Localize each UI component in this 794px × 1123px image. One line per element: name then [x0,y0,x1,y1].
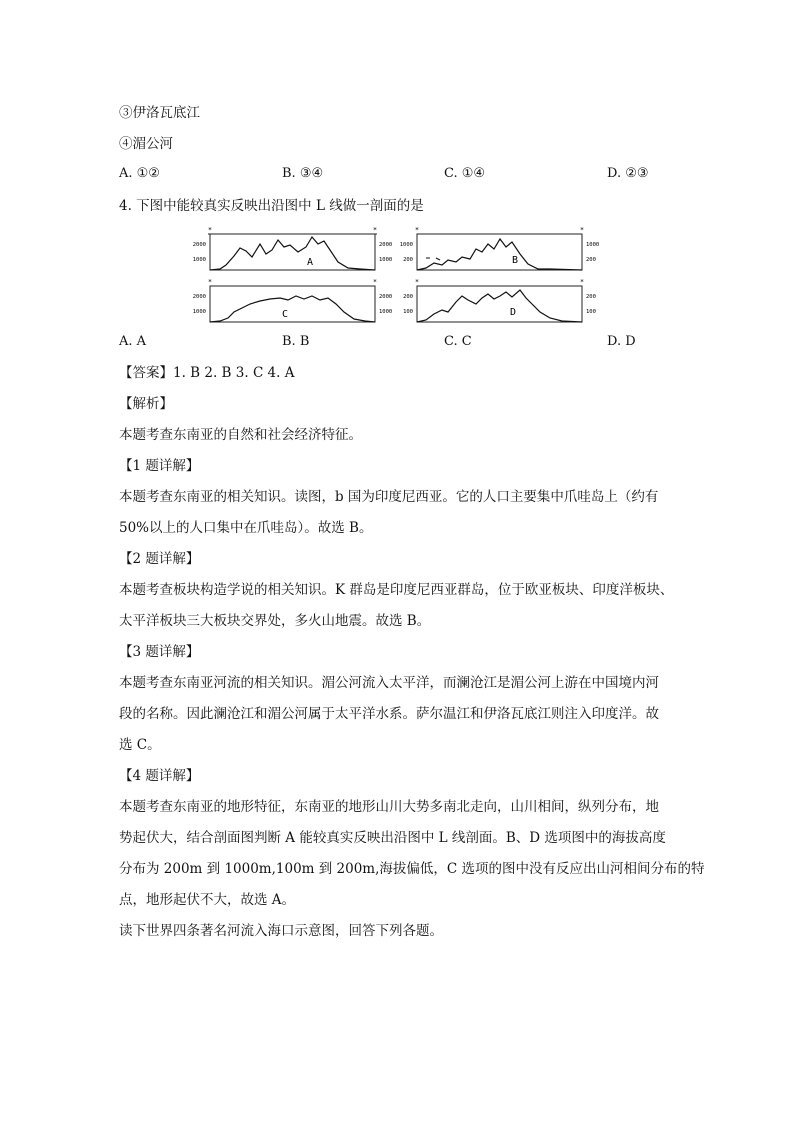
profile-a-label: A [307,257,314,268]
profile-a-left-tick-lo: 1000 [192,257,206,263]
profile-c-marker-left: * [207,278,213,286]
analysis-heading: 【解析】 [119,396,173,412]
choice-c: C. C [444,334,472,349]
q1-heading: 【1 题详解】 [119,458,200,474]
profile-a-right-tick-hi: 2000 [379,242,393,248]
q1-text-line: 本题考查东南亚的相关知识。读图，b 国为印度尼西亚。它的人口主要集中爪哇岛上（约有 [119,489,659,505]
profile-c-right-tick-lo: 1000 [379,309,393,315]
profile-d-left-tick-lo: 100 [403,309,413,315]
choice-c: C. ①④ [444,166,486,181]
q4-heading: 【4 题详解】 [119,768,200,784]
profile-c-right-tick-hi: 2000 [379,294,393,300]
choice-a: A. ①② [119,166,160,181]
profile-a-curve [210,237,375,270]
profile-d-right-tick-hi: 200 [586,294,596,300]
profile-a-left-tick-hi: 2000 [192,242,206,248]
answer-options-q4 [119,334,679,352]
option-4: ④湄公河 [119,136,173,152]
q4-text-line: 本题考查东南亚的地形特征，东南亚的地形山川大势多南北走向，山川相间，纵列分布，地 [119,799,659,815]
profile-a-frame [210,234,375,270]
profile-b-right-tick-lo: 200 [586,257,596,263]
profile-d-label: D [510,307,517,318]
profile-c [193,278,393,322]
q1-text-line: 50%以上的人口集中在爪哇岛）。故选 B。 [119,520,373,536]
profile-d-curve [417,290,582,322]
profile-b-curve [417,239,582,270]
profile-c-left-tick-lo: 1000 [192,309,206,315]
q3-text-line: 选 C。 [119,737,161,753]
q4-text-line: 势起伏大，结合剖面图判断 A 能较真实反映出沿图中 L 线剖面。B、D 选项图中的海拔高度 [119,830,666,846]
profile-a-marker-left: * [207,226,213,234]
profile-d [403,278,596,322]
profile-d-left-tick-hi: 200 [403,294,413,300]
q4-text-line: 分布为 200m 到 1000m,100m 到 200m,海拔偏低，C 选项的图中没有反应出山河相间分布的特 [119,861,705,877]
profile-b-marker-right: * [579,226,585,234]
profile-a [193,226,393,270]
profile-b-dashes [426,258,440,260]
choice-b: B. ③④ [282,166,324,181]
profile-b [400,226,600,270]
q3-heading: 【3 题详解】 [119,644,200,660]
profile-d-frame [417,286,582,322]
choice-a: A. A [119,334,147,349]
profile-d-right-tick-lo: 100 [586,309,596,315]
profile-a-right-tick-lo: 1000 [379,257,393,263]
q4-text-line: 点，地形起伏不大，故选 A。 [119,892,296,908]
profile-c-marker-right: * [372,278,378,286]
profile-figure [190,224,600,330]
answer-key: 【答案】1. B 2. B 3. C 4. A [119,365,295,381]
profile-c-curve [210,296,375,322]
choice-d: D. D [607,334,636,349]
option-3: ③伊洛瓦底江 [119,105,200,121]
q2-text-line: 太平洋板块三大板块交界处，多火山地震。故选 B。 [119,613,431,629]
profile-b-right-tick-hi: 1000 [586,242,600,248]
profile-d-marker-right: * [579,278,585,286]
profile-c-label: C [282,309,289,320]
choice-b: B. B [282,334,310,349]
q3-text-line: 段的名称。因此澜沧江和湄公河属于太平洋水系。萨尔温江和伊洛瓦底江则注入印度洋。故 [119,706,659,722]
profile-b-left-tick-lo: 200 [403,257,413,263]
profile-b-label: B [512,255,519,266]
profile-d-marker-left: * [414,278,420,286]
profile-b-left-tick-hi: 1000 [399,242,413,248]
q2-text-line: 本题考查板块构造学说的相关知识。K 群岛是印度尼西亚群岛，位于欧亚板块、印度洋板块、 [119,582,674,598]
next-question-stem: 读下世界四条著名河流入海口示意图，回答下列各题。 [119,923,443,939]
q2-heading: 【2 题详解】 [119,551,200,567]
answer-options-q3 [119,166,679,184]
analysis-intro: 本题考查东南亚的自然和社会经济特征。 [119,427,362,443]
question-4-stem: 4. 下图中能较真实反映出沿图中 L 线做一剖面的是 [119,198,424,214]
q3-text-line: 本题考查东南亚河流的相关知识。湄公河流入太平洋，而澜沧江是湄公河上游在中国境内河 [119,675,659,691]
profile-figure-svg [190,224,600,330]
profile-a-marker-right: * [372,226,378,234]
profile-b-marker-left: * [414,226,420,234]
choice-d: D. ②③ [607,166,649,181]
profile-c-left-tick-hi: 2000 [192,294,206,300]
